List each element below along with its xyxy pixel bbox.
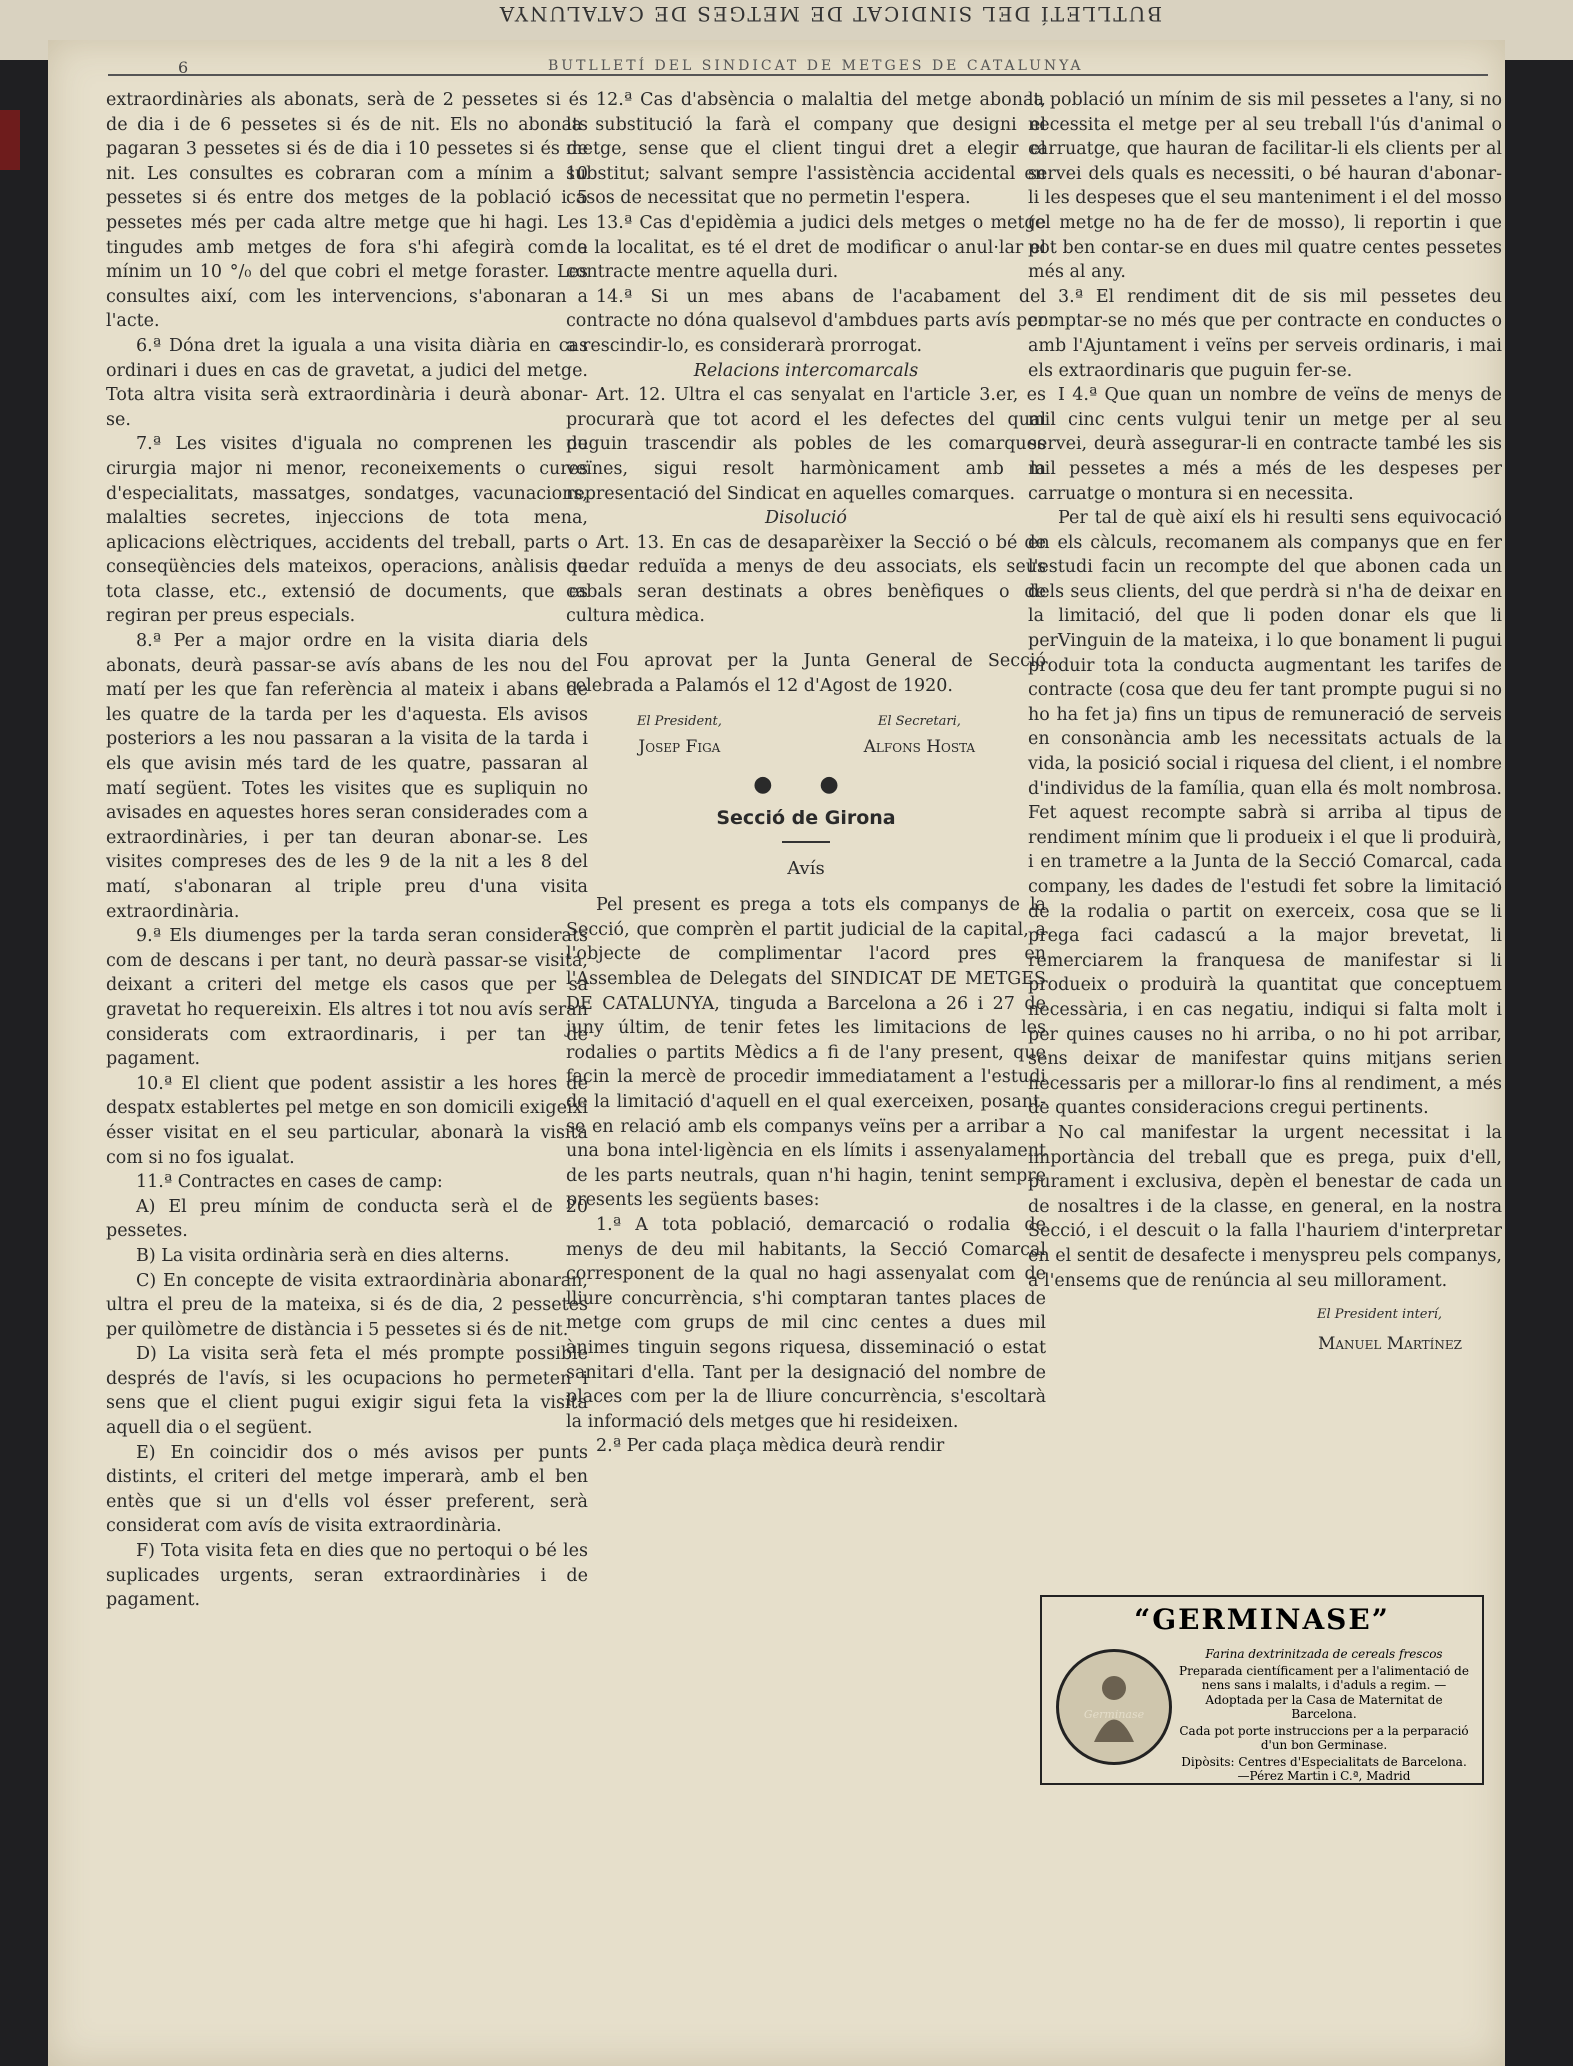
signature-name: Alfons Hosta — [863, 736, 976, 757]
right-background — [1505, 60, 1573, 2066]
paragraph: I 4.ª Que quan un nombre de veïns de menys de mil cinc cents vulgui tenir un metge per al seu servei, deurà assegurar-li en contracte també les sis mil pessetes a més a més de les despeses per carruatge o montura si en necessita. — [1028, 385, 1502, 504]
signature-role: El President, — [636, 714, 722, 730]
signature-role: El President interí, — [1317, 1307, 1442, 1323]
ad-title: “GERMINASE” — [1134, 1603, 1390, 1636]
ad-badge-text: Germinase — [1083, 1708, 1145, 1721]
section-divider-dots: ● ● — [753, 772, 859, 798]
paragraph: 13.ª Cas d'epidèmia a judici dels metges o metge de la localitat, es té el dret de modificar o anul·lar el contracte mentre aquella duri. — [566, 212, 1046, 283]
paragraph: la població un mínim de sis mil pessetes a l'any, si no necessita el metge per al seu treball l'ús d'animal o carruatge, que hauran de facilitar-li els clients per al servei dels quals es necessiti, o bé hauran d'abonar-li les despeses que el seu manteniment i el del mosso (el metge no ha de fer de mosso), li reportin i que pot ben contar-se en dues mil quatre centes pessetes més al any. — [1028, 90, 1502, 283]
ad-line: Farina dextrinitzada de cereals frescos — [1205, 1647, 1443, 1661]
notice-title: Avís — [787, 857, 825, 879]
paragraph: 6.ª Dóna dret la iguala a una visita diària en cas ordinari i dues en cas de gravetat, a judici del metge. Tota altra visita serà extraordinària i deurà abonar-se. — [106, 335, 588, 430]
signatures — [566, 710, 1046, 759]
ad-line: Dipòsits: Centres d'Especialitats de Barcelona.—Pérez Martin i C.ª, Madrid — [1181, 1754, 1467, 1783]
paragraph: extraordinàries als abonats, serà de 2 pessetes si és de dia i de 6 pessetes si és de nit. Els no abonats pagaran 3 pessetes si és de dia i 10 pessetes si és de nit. Les consultes es cobraran com a mínim a 10 pessetes si és entre dos metges de la població i 5 pessetes més per cada altre metge que hi hagi. Les tingudes amb metges de fora s'hi afegirà com a mínim un 10 °/₀ del que cobri el metge foraster. Les consultes així, com les intervencions, s'abonaran a l'acte. — [106, 90, 588, 332]
paragraph: 3.ª El rendiment dit de sis mil pessetes deu comptar-se no més que per contracte en conductes o amb l'Ajuntament i veïns per serveis ordinaris, i mai els extraordinaris que puguin fer-se. — [1028, 286, 1502, 381]
signature-name: Josep Figa — [638, 736, 721, 757]
germinase-advertisement — [1040, 1595, 1484, 1785]
paragraph: 9.ª Els diumenges per la tarda seran considerats com de descans i per tant, no deurà passar-se visita, deixant a criteri del metge els casos que per sa gravetat ho requereixin. Els altres i tot nou avís seran considerats com extraordinaris, i per tan de pagament. — [106, 926, 588, 1070]
page-sheet — [48, 40, 1505, 2066]
ad-line: Cada pot porte instruccions per a la perparació d'un bon Germinase. — [1179, 1723, 1469, 1752]
paragraph: B) La visita ordinària serà en dies alterns. — [136, 1245, 510, 1266]
paragraph: 7.ª Les visites d'iguala no comprenen les de cirurgia major ni menor, reconeixements o cures d'especialitats, massatges, sondatges, vacunacions, malalties secretes, injeccions de tota mena, aplicacions elèctriques, accidents del treball, parts o conseqüències dels mateixos, operacions, anàlisis de tota classe, etc., extensió de documents, que es regiran per preus especials. — [106, 434, 588, 627]
paragraph: 1.ª A tota població, demarcació o rodalia de menys de deu mil habitants, la Secció Comarcal corresponent de la qual no hagi assenyalat com de lliure concurrència, s'hi comptaran tantes places de metge com grups de mil cinc centes a dues mil ànimes tinguin segons riquesa, disseminació o estat sanitari d'ella. Tant per la designació del nombre de places com per la de lliure concurrència, s'escoltarà la informació dels metges que hi resideixen. — [566, 1214, 1046, 1432]
running-head — [108, 48, 1488, 76]
paragraph: 10.ª El client que podent assistir a les hores de despatx establertes pel metge en son domicili exigeixi ésser visitat en el seu particular, abonarà la visita com si no fos igualat. — [106, 1073, 588, 1168]
column-1 — [106, 88, 588, 1613]
left-background — [0, 60, 48, 2066]
paragraph: Per tal de què així els hi resulti sens equivocació en els càlculs, recomanem als companys que en fer l'estudi facin un recompte del que abonen cada un dels seus clients, del que perdrà si n'ha de deixar en la limitació, del que li poden donar els que li perVinguin de la mateixa, i lo que bonament li pugui produir tota la conducta augmentant les tarifes de contracte (cosa que deu fer tant prompte pugui si no ho ha fet ja) fins un tipus de remuneració de serveis en consonància amb les necessitats actuals de la vida, la posició social i riquesa del client, i el nombre d'individus de la família, quan ella és molt nombrosa. Fet aquest recompte sabrà si arriba al tipus de rendiment mínim que li produeix i el que li produirà, i en trametre a la Junta de la Secció Comarcal, cada company, les dades de l'estudi fet sobre la limitació de la rodalia o partit on exerceix, cosa que se li prega faci cadascú a la major brevetat, li remerciarem la franquesa de manifestar si li produeix o produirà la quantitat que conceptuem necessària, i en cas negatiu, indiqui si falta molt i per quines causes no hi arriba, o no hi pot arribar, sens deixar de manifestar quins mitjans serien necessaris per a millorar-lo fins al rendiment, a més de quantes consideracions cregui pertinents. — [1028, 508, 1502, 1119]
paragraph: D) La visita serà feta el més prompte possible després de l'avís, si les ocupacions ho permeten i sens que el client pugui exigir sigui feta la visita aquell dia o el següent. — [106, 1344, 588, 1439]
column-2 — [566, 88, 1046, 1459]
signature-role: El Secretari, — [877, 714, 961, 730]
heading-relacions: Relacions intercomarcals — [693, 360, 919, 381]
ad-line: Preparada científicament per a l'alimentació de nens sans i malalts, i d'aduls a regim. — Adoptada per la Casa de Maternitat de Barcelona. — [1179, 1663, 1469, 1721]
signature-name: Manuel Martínez — [1317, 1333, 1462, 1354]
paragraph: 12.ª Cas d'absència o malaltia del metge abonat, la substitució la farà el company que designi el metge, sense que el client tingui dret a elegir el substitut; salvant sempre l'assistència accidental en casos de necessitat que no permetin l'espera. — [566, 90, 1046, 209]
ad-badge-icon — [1056, 1649, 1172, 1765]
signature-secretary — [864, 710, 975, 759]
heading-disolucio: Disolució — [765, 508, 847, 529]
paragraph: F) Tota visita feta en dies que no pertoqui o bé les suplicades urgents, seran extraordinàries i de pagament. — [106, 1541, 588, 1611]
column-3 — [1028, 88, 1502, 1356]
approval-note: Fou aprovat per la Junta General de Secció celebrada a Palamós el 12 d'Agost de 1920. — [566, 651, 1046, 696]
paragraph: E) En coincidir dos o més avisos per punts distints, el criteri del metge imperarà, amb el ben entès que si un d'ells vol ésser preferent, serà considerat com avís de visita extraordinària. — [106, 1442, 588, 1537]
paragraph: 11.ª Contractes en cases de camp: — [136, 1172, 443, 1193]
paragraph: C) En concepte de visita extraordinària abonaran, ultra el preu de la mateixa, si és de dia, 2 pessetes per quilòmetre de distància i 5 pessetes si és de nit. — [106, 1270, 588, 1340]
flipped-header: BUTLLETÍ DEL SINDICAT DE METGES DE CATALUNYA — [497, 2, 1163, 26]
article-12: Art. 12. Ultra el cas senyalat en l'article 3.er, es procurarà que tot acord el les defectes del qual puguin trascendir als pobles de les comarques veïnes, sigui resolt harmònicament amb la representació del Sindicat en aquelles comarques. — [566, 385, 1046, 504]
paragraph: 14.ª Si un mes abans de l'acabament del contracte no dóna qualsevol d'ambdues parts avís per a rescindir-lo, es considerarà prorrogat. — [566, 286, 1046, 356]
signature-president — [637, 710, 722, 759]
running-title: BUTLLETÍ DEL SINDICAT DE METGES DE CATALUNYA — [548, 58, 1084, 74]
paragraph: No cal manifestar la urgent necessitat i la importància del treball que es prega, puix d'ell, purament i exclusiva, depèn el benestar de cada un de nosaltres i de la classe, en general, en la nostra Secció, i el descuit o la falla l'hauriem d'interpretar en el sentit de desafecte i menyspreu pels companys, a l'ensems que de renúncia al seu millorament. — [1028, 1122, 1502, 1291]
ad-text — [1178, 1647, 1470, 1786]
page-number: 6 — [178, 58, 189, 77]
section-title: Secció de Girona — [716, 807, 896, 830]
red-tab — [0, 110, 20, 170]
paragraph: Pel present es prega a tots els companys de la Secció, que comprèn el partit judicial de la capital, a l'objecte de complimentar l'acord pres en l'Assemblea de Delegats del SINDICAT DE METGES DE CATALUNYA, tinguda a Barcelona a 26 i 27 de juny últim, de tenir fetes les limitacions de les rodalies o partits Mèdics a fi de l'any present, que facin la mercè de procedir immediatament a l'estudi de la limitació d'aquell en el qual exerceixen, posant-se en relació amb els companys veïns per a arribar a una bona intel·ligència en els límits i assenyalament de les parts neutrals, quan n'hi hagin, tenint sempre presents les següents bases: — [566, 895, 1046, 1211]
article-13: Art. 13. En cas de desaparèixer la Secció o bé de quedar reduïda a menys de deu associats, els seus cabals seran destinats a obres benèfiques o de cultura mèdica. — [566, 532, 1046, 627]
paragraph: A) El preu mínim de conducta serà el de 20 pessetes. — [106, 1196, 588, 1242]
signature-president-interi — [1028, 1303, 1502, 1356]
child-figure-icon — [1069, 1662, 1159, 1752]
paragraph: 8.ª Per a major ordre en la visita diaria dels abonats, deurà passar-se avís abans de les nou del matí per les que fan referència al mateix i abans de les quatre de la tarda per les d'aquesta. Els avisos posteriors a les nou passaran a la visita de la tarda i els que avisin més tard de les quatre, passaran al matí següent. Totes les visites que es supliquin no avisades en aquestes hores seran considerades com a extraordinàries, i per tan deuran abonar-se. Les visites compreses des de les 9 de la nit a les 8 del matí, s'abonaran al triple preu d'una visita extraordinària. — [106, 631, 588, 922]
paragraph: 2.ª Per cada plaça mèdica deurà rendir — [596, 1436, 945, 1457]
title-rule — [782, 841, 830, 843]
